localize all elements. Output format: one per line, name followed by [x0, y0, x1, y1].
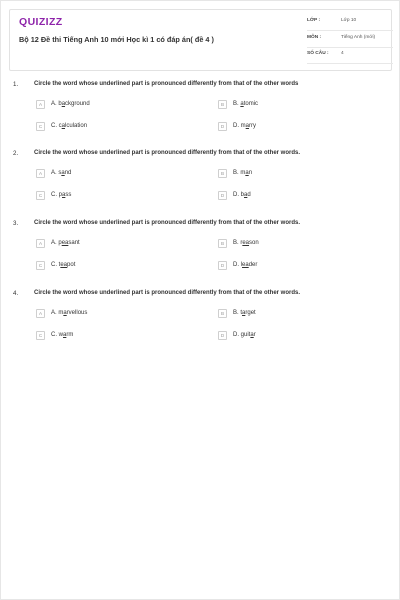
- option-word-start: guit: [240, 332, 251, 338]
- option-word-start: s: [58, 170, 62, 176]
- option-text: [51, 262, 75, 268]
- question-text: Circle the word whose underlined part is pronounced differently from that of the other words.: [34, 150, 301, 156]
- option-letter-box[interactable]: A: [36, 309, 45, 318]
- option-word-end: n: [248, 170, 253, 176]
- option-word-end: tomic: [243, 101, 259, 107]
- meta-value: 4: [341, 51, 344, 56]
- option-prefix: A.: [51, 101, 59, 107]
- option-prefix: C.: [51, 262, 59, 268]
- option-word-start: p: [58, 240, 62, 246]
- option-prefix: C.: [51, 123, 59, 129]
- option-word-end: der: [248, 262, 258, 268]
- option-letter-box[interactable]: A: [36, 239, 45, 248]
- meta-subject-row: [307, 32, 393, 48]
- option-word-start: b: [58, 101, 62, 107]
- option-word-start: r: [240, 240, 243, 246]
- option-word-start: p: [58, 192, 63, 198]
- option-letter-box[interactable]: B: [218, 239, 227, 248]
- option-text: [233, 123, 256, 129]
- option-word-start: w: [58, 332, 64, 338]
- question-text: Circle the word whose underlined part is pronounced differently from that of the other words.: [34, 220, 301, 226]
- underlined-letters: a: [250, 332, 254, 338]
- option-text: [51, 310, 87, 316]
- quizizz-logo: QUIZIZZ: [19, 16, 63, 28]
- page-title: Bộ 12 Đề thi Tiếng Anh 10 mới Học kì 1 có đáp án( đề 4 ): [19, 35, 214, 44]
- option-word-end: rvellous: [66, 310, 88, 316]
- option-prefix: C.: [51, 332, 59, 338]
- option-text: [233, 240, 259, 246]
- option-word-end: nd: [64, 170, 72, 176]
- underlined-letters: a: [61, 123, 66, 129]
- option-prefix: D.: [233, 332, 241, 338]
- option-prefix: A.: [51, 170, 59, 176]
- question-number: 1.: [13, 81, 19, 88]
- underlined-letters: a: [61, 101, 66, 107]
- option-letter-box[interactable]: A: [36, 169, 45, 178]
- option-letter-box[interactable]: D: [218, 331, 227, 340]
- option-prefix: C.: [51, 192, 59, 198]
- option-letter-box[interactable]: C: [36, 261, 45, 270]
- meta-value: Tiếng Anh (mới): [341, 35, 376, 40]
- option-letter-box[interactable]: C: [36, 191, 45, 200]
- option-word-start: l: [240, 262, 243, 268]
- option-text: [233, 332, 256, 338]
- option-text: [233, 192, 251, 198]
- option-text: [233, 310, 256, 316]
- option-word-start: m: [240, 123, 246, 129]
- underlined-letters: a: [63, 310, 67, 316]
- underlined-letters: ea: [60, 262, 68, 268]
- option-prefix: B.: [233, 240, 241, 246]
- option-word-end: rget: [245, 310, 256, 316]
- option-word-end: pot: [67, 262, 76, 268]
- underlined-letters: a: [242, 310, 246, 316]
- option-text: [51, 240, 80, 246]
- option-letter-box[interactable]: B: [218, 309, 227, 318]
- option-prefix: B.: [233, 101, 241, 107]
- option-prefix: B.: [233, 170, 241, 176]
- option-text: [51, 332, 73, 338]
- option-letter-box[interactable]: C: [36, 331, 45, 340]
- option-text: [51, 170, 71, 176]
- option-letter-box[interactable]: B: [218, 169, 227, 178]
- option-text: [233, 170, 252, 176]
- meta-value: Lớp 10: [341, 18, 357, 23]
- option-prefix: D.: [233, 262, 241, 268]
- option-word-end: son: [249, 240, 259, 246]
- option-prefix: D.: [233, 192, 241, 198]
- option-letter-box[interactable]: C: [36, 122, 45, 131]
- option-prefix: A.: [51, 310, 59, 316]
- option-word-start: t: [58, 262, 61, 268]
- option-letter-box[interactable]: A: [36, 100, 45, 109]
- option-text: [51, 192, 71, 198]
- option-text: [51, 101, 90, 107]
- option-letter-box[interactable]: B: [218, 100, 227, 109]
- option-word-end: d: [247, 192, 251, 198]
- meta-class-row: [307, 15, 393, 31]
- worksheet-header: [9, 9, 392, 71]
- meta-label: SỐ CÂU :: [307, 51, 329, 56]
- option-word-end: rm: [66, 332, 74, 338]
- underlined-letters: a: [244, 192, 248, 198]
- option-word-start: c: [58, 123, 62, 129]
- option-prefix: D.: [233, 123, 241, 129]
- question-number: 4.: [13, 290, 19, 297]
- question-number: 2.: [13, 150, 19, 157]
- underlined-letters: a: [245, 123, 250, 129]
- meta-label: LỚP :: [307, 18, 321, 23]
- option-word-start: b: [240, 192, 245, 198]
- option-letter-box[interactable]: D: [218, 122, 227, 131]
- question-text: Circle the word whose underlined part is pronounced differently from that of the other words: [34, 81, 299, 87]
- option-letter-box[interactable]: D: [218, 191, 227, 200]
- question-text: Circle the word whose underlined part is pronounced differently from that of the other words.: [34, 290, 301, 296]
- option-word-start: m: [240, 170, 246, 176]
- underlined-letters: a: [61, 170, 65, 176]
- underlined-letters: ea: [242, 240, 250, 246]
- option-text: [233, 101, 258, 107]
- option-text: [51, 123, 87, 129]
- option-word-end: ss: [65, 192, 72, 198]
- question-number: 3.: [13, 220, 19, 227]
- option-word-end: sant: [68, 240, 80, 246]
- option-word-end: r: [253, 332, 256, 338]
- meta-count-row: [307, 48, 393, 64]
- option-prefix: A.: [51, 240, 59, 246]
- option-prefix: B.: [233, 310, 241, 316]
- option-text: [233, 262, 257, 268]
- option-letter-box[interactable]: D: [218, 261, 227, 270]
- option-word-start: m: [58, 310, 64, 316]
- option-word-end: rry: [249, 123, 257, 129]
- meta-label: MÔN :: [307, 35, 322, 40]
- underlined-letters: a: [62, 192, 66, 198]
- underlined-letters: a: [240, 101, 244, 107]
- underlined-letters: ea: [242, 262, 249, 268]
- underlined-letters: a: [245, 170, 249, 176]
- underlined-letters: ea: [61, 240, 69, 246]
- underlined-letters: a: [63, 332, 67, 338]
- option-word-end: lculation: [65, 123, 88, 129]
- option-word-start: t: [240, 310, 243, 316]
- option-word-end: ckground: [65, 101, 90, 107]
